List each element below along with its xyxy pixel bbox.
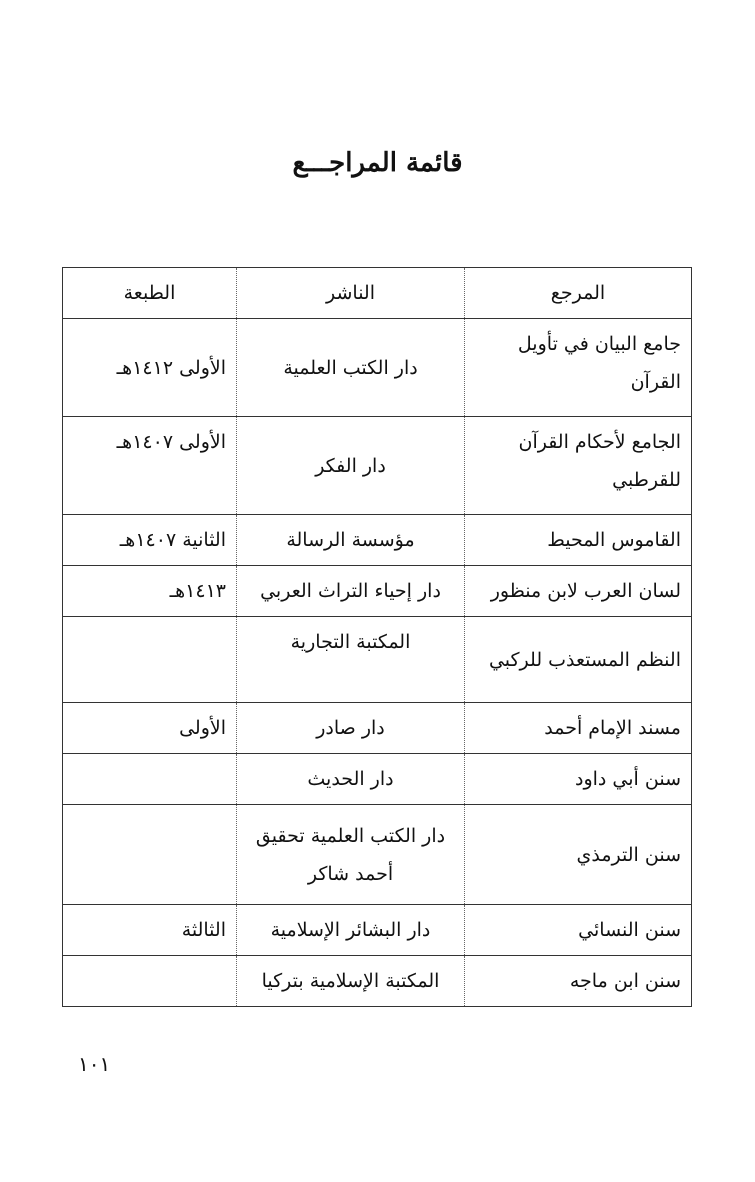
table-row bbox=[63, 805, 692, 905]
cell-edition bbox=[63, 754, 237, 805]
references-table bbox=[62, 267, 692, 1007]
page-title: قائمة المراجـــع bbox=[292, 148, 463, 178]
table-row bbox=[63, 905, 692, 956]
table-row bbox=[63, 617, 692, 703]
cell-reference: مسند الإمام أحمد bbox=[465, 703, 692, 754]
cell-publisher: المكتبة التجارية bbox=[237, 617, 465, 703]
header-publisher: الناشر bbox=[237, 268, 465, 319]
table-header-row bbox=[63, 268, 692, 319]
cell-edition bbox=[63, 617, 237, 703]
cell-edition bbox=[63, 956, 237, 1007]
table-row bbox=[63, 319, 692, 417]
cell-edition: الأولى bbox=[63, 703, 237, 754]
table-row bbox=[63, 566, 692, 617]
header-reference: المرجع bbox=[465, 268, 692, 319]
cell-publisher: المكتبة الإسلامية بتركيا bbox=[237, 956, 465, 1007]
cell-reference: الجامع لأحكام القرآن للقرطبي bbox=[465, 417, 692, 515]
table-row bbox=[63, 515, 692, 566]
cell-publisher: دار إحياء التراث العربي bbox=[237, 566, 465, 617]
cell-edition: الأولى ١٤١٢هـ bbox=[63, 319, 237, 417]
header-edition: الطبعة bbox=[63, 268, 237, 319]
cell-edition bbox=[63, 805, 237, 905]
cell-reference: القاموس المحيط bbox=[465, 515, 692, 566]
cell-publisher: دار الحديث bbox=[237, 754, 465, 805]
page-number: ١٠١ bbox=[78, 1052, 111, 1076]
cell-edition: الثالثة bbox=[63, 905, 237, 956]
cell-publisher: دار الكتب العلمية تحقيق أحمد شاكر bbox=[237, 805, 465, 905]
cell-reference: النظم المستعذب للركبي bbox=[465, 617, 692, 703]
cell-publisher: دار صادر bbox=[237, 703, 465, 754]
table-row bbox=[63, 703, 692, 754]
cell-edition: الثانية ١٤٠٧هـ bbox=[63, 515, 237, 566]
cell-reference: سنن ابن ماجه bbox=[465, 956, 692, 1007]
cell-publisher: مؤسسة الرسالة bbox=[237, 515, 465, 566]
cell-reference: سنن النسائي bbox=[465, 905, 692, 956]
cell-publisher: دار الكتب العلمية bbox=[237, 319, 465, 417]
cell-edition: الأولى ١٤٠٧هـ bbox=[63, 417, 237, 515]
cell-reference: سنن الترمذي bbox=[465, 805, 692, 905]
table-row bbox=[63, 956, 692, 1007]
cell-publisher: دار الفكر bbox=[237, 417, 465, 515]
cell-reference: جامع البيان في تأويل القرآن bbox=[465, 319, 692, 417]
cell-reference: لسان العرب لابن منظور bbox=[465, 566, 692, 617]
cell-reference: سنن أبي داود bbox=[465, 754, 692, 805]
table-row bbox=[63, 417, 692, 515]
table-row bbox=[63, 754, 692, 805]
cell-edition: ١٤١٣هـ bbox=[63, 566, 237, 617]
cell-publisher: دار البشائر الإسلامية bbox=[237, 905, 465, 956]
